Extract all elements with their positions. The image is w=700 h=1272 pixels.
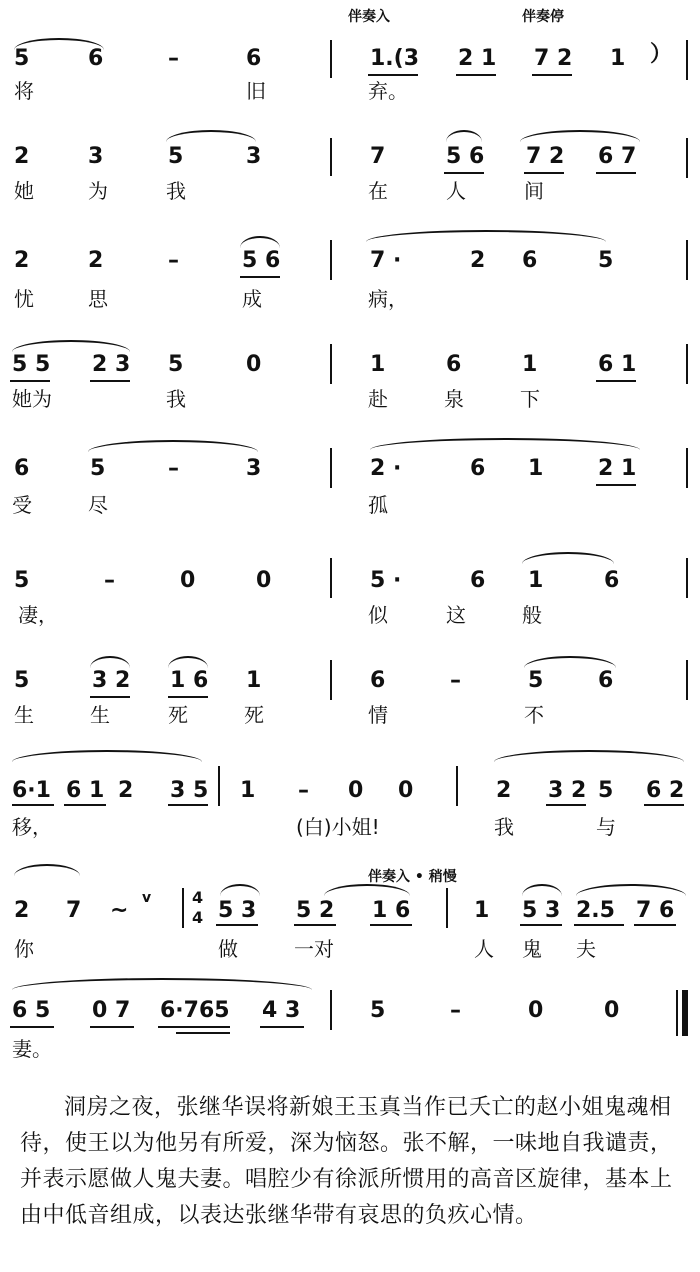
slur	[522, 552, 614, 564]
lyric: 孤	[368, 493, 388, 517]
note: 1.(3	[370, 46, 420, 71]
note: 5 ·	[370, 568, 402, 593]
note: 2.5	[576, 898, 615, 923]
slur	[240, 236, 280, 248]
note: 5	[598, 248, 614, 273]
slur	[324, 884, 410, 896]
lyric: 忧	[14, 287, 34, 311]
note: 5	[14, 568, 30, 593]
bar-line	[330, 138, 332, 176]
underline	[456, 74, 496, 76]
lyric: 生	[14, 703, 34, 727]
note: 5 5	[12, 352, 51, 377]
accompaniment-in-slower-label: 伴奏入 • 稍慢	[368, 869, 457, 885]
underline	[294, 924, 336, 926]
lyric: 在	[368, 179, 388, 203]
score-row-4	[0, 338, 700, 448]
bar-line	[330, 660, 332, 700]
slur	[522, 884, 562, 896]
underline	[12, 804, 54, 806]
lyric: 一对	[294, 937, 334, 961]
note: 0	[180, 568, 196, 593]
underline	[168, 696, 208, 698]
underline	[168, 804, 208, 806]
note: 0	[246, 352, 262, 377]
note: 5 6	[242, 248, 281, 273]
underline	[574, 924, 624, 926]
time-signature-top: 4	[192, 888, 204, 907]
note: 3 5	[170, 778, 209, 803]
note: 6·1	[12, 778, 51, 803]
slur	[494, 750, 684, 762]
bar-line	[330, 344, 332, 384]
score-row-2	[0, 128, 700, 238]
lyric: 旧	[246, 79, 266, 103]
note: 2	[470, 248, 486, 273]
lyric: 尽	[88, 493, 108, 517]
underline	[596, 172, 636, 174]
lyric: 间	[524, 179, 544, 203]
note: 2	[88, 248, 104, 273]
underline	[596, 484, 636, 486]
underline	[644, 804, 684, 806]
lyric: 思	[88, 287, 108, 311]
underline	[634, 924, 676, 926]
spoken-line: (白)小姐!	[296, 815, 380, 839]
underline	[368, 74, 418, 76]
underline	[10, 1026, 54, 1028]
slur	[88, 440, 258, 452]
note: 0	[256, 568, 272, 593]
note: 6	[246, 46, 262, 71]
note: 6 1	[598, 352, 637, 377]
note: 1	[474, 898, 490, 923]
note: 5 3	[522, 898, 561, 923]
lyric: 她为	[12, 387, 52, 411]
bar-line	[686, 40, 688, 80]
note: 5	[168, 352, 184, 377]
lyric: 弃。	[368, 79, 408, 103]
note: 1	[240, 778, 256, 803]
note: –	[104, 568, 115, 593]
underline	[216, 924, 258, 926]
lyric: 她	[14, 179, 34, 203]
slur	[576, 884, 686, 896]
lyric: 你	[14, 937, 34, 961]
lyric: 泉	[444, 387, 464, 411]
note: 5 2	[296, 898, 335, 923]
bar-line	[686, 558, 688, 598]
lyric: 夫	[576, 937, 596, 961]
lyric: 生	[90, 703, 110, 727]
lyric: 死	[168, 703, 188, 727]
note: 2	[14, 248, 30, 273]
note: 6	[370, 668, 386, 693]
lyric: 情	[368, 703, 388, 727]
bar-line	[330, 558, 332, 598]
underline	[90, 696, 130, 698]
note: 6	[522, 248, 538, 273]
note: 7	[66, 898, 82, 923]
underline	[90, 1026, 134, 1028]
note: 1	[246, 668, 262, 693]
score-row-9	[0, 858, 700, 968]
accompaniment-stop-label: 伴奏停	[522, 9, 564, 25]
bar-line	[686, 344, 688, 384]
note: 6 1	[66, 778, 105, 803]
note: 6	[14, 456, 30, 481]
bar-line	[330, 40, 332, 78]
lyric: 死	[244, 703, 264, 727]
underline	[596, 380, 636, 382]
note: 2 1	[598, 456, 637, 481]
note: 6 7	[598, 144, 637, 169]
slur	[370, 438, 640, 450]
slur	[168, 656, 208, 668]
underline	[64, 804, 106, 806]
underline	[176, 1032, 230, 1034]
accompaniment-in-label: 伴奏入	[348, 9, 390, 25]
bar-line	[686, 660, 688, 700]
note: 2	[118, 778, 134, 803]
lyric: 这	[446, 603, 466, 627]
score-row-1	[0, 30, 700, 140]
lyric: 移，	[12, 815, 52, 839]
note: 3 2	[548, 778, 587, 803]
note: 1 6	[170, 668, 209, 693]
underline	[532, 74, 572, 76]
note: 7	[370, 144, 386, 169]
score-row-6	[0, 548, 700, 658]
score-row-7	[0, 652, 700, 762]
note: 1	[528, 568, 544, 593]
note: 1	[610, 46, 626, 71]
note: 7 2	[526, 144, 565, 169]
note: 6·765	[160, 998, 230, 1023]
description-paragraph	[20, 1090, 680, 1234]
bar-line	[330, 448, 332, 488]
lyric: 凄，	[18, 603, 58, 627]
note: 0	[398, 778, 414, 803]
slur	[90, 656, 130, 668]
final-bar-thick	[682, 990, 688, 1036]
note: 2 3	[92, 352, 131, 377]
note: –	[168, 248, 179, 273]
slur	[12, 750, 202, 762]
note: 1 6	[372, 898, 411, 923]
note: 7 ·	[370, 248, 402, 273]
underline	[546, 804, 586, 806]
underline	[370, 924, 412, 926]
note: 5 3	[218, 898, 257, 923]
note: 5	[598, 778, 614, 803]
note: 0	[348, 778, 364, 803]
slur	[446, 130, 482, 142]
note: 6	[470, 456, 486, 481]
bar-line	[330, 240, 332, 280]
note: 6 5	[12, 998, 51, 1023]
bar-line	[456, 766, 458, 806]
note: –	[450, 668, 461, 693]
note: –	[168, 456, 179, 481]
bar-line	[182, 888, 184, 928]
note: 1	[528, 456, 544, 481]
note: 4 3	[262, 998, 301, 1023]
lyric: 病，	[368, 287, 408, 311]
note: 3	[246, 144, 262, 169]
final-bar-thin	[676, 990, 678, 1036]
note: 6	[598, 668, 614, 693]
lyric: 不	[524, 703, 544, 727]
bar-line	[330, 990, 332, 1030]
breath-mark: v	[142, 890, 152, 906]
note: 1	[370, 352, 386, 377]
note: ~	[110, 898, 129, 923]
underline	[260, 1026, 304, 1028]
bar-line	[218, 766, 220, 806]
note: 2	[14, 144, 30, 169]
score-row-3	[0, 232, 700, 342]
slur	[524, 656, 616, 668]
lyric: 般	[522, 603, 542, 627]
description-text: 洞房之夜，张继华误将新娘王玉真当作已夭亡的赵小姐鬼魂相待，使王以为他另有所爱，深为恼怒。张不解，一味地自我谴责，并表示愿做人鬼夫妻。唱腔少有徐派所惯用的高音区旋律，基本上由中低音组成，以表达张继华带有哀思的负疚心情。	[20, 1095, 673, 1228]
underline	[158, 1026, 230, 1028]
note: 5	[14, 46, 30, 71]
note: 5	[168, 144, 184, 169]
underline	[10, 380, 50, 382]
bar-line	[686, 448, 688, 488]
note: 2 1	[458, 46, 497, 71]
note: 2	[14, 898, 30, 923]
note: 5 6	[446, 144, 485, 169]
note: 5	[14, 668, 30, 693]
underline	[240, 276, 280, 278]
lyric: 赴	[368, 387, 388, 411]
lyric: 为	[88, 179, 108, 203]
note: –	[450, 998, 461, 1023]
lyric: 我	[494, 815, 514, 839]
note: 6 2	[646, 778, 685, 803]
score-row-10	[0, 972, 700, 1082]
underline	[524, 172, 564, 174]
note: 7 6	[636, 898, 675, 923]
note: 0 7	[92, 998, 131, 1023]
lyric: 受	[12, 493, 32, 517]
note: –	[168, 46, 179, 71]
note: 2 ·	[370, 456, 402, 481]
bar-line	[686, 138, 688, 178]
lyric: 我	[166, 387, 186, 411]
note: 6	[604, 568, 620, 593]
lyric: 妻。	[12, 1037, 52, 1061]
note: 6	[446, 352, 462, 377]
note: 6	[88, 46, 104, 71]
note: 3	[88, 144, 104, 169]
note: 5	[370, 998, 386, 1023]
note: ）	[650, 42, 673, 67]
note: 5	[90, 456, 106, 481]
note: 7 2	[534, 46, 573, 71]
time-signature-bottom: 4	[192, 908, 204, 927]
slur	[220, 884, 260, 896]
note: 3	[246, 456, 262, 481]
note: 6	[470, 568, 486, 593]
note: 1	[522, 352, 538, 377]
score-row-8	[0, 750, 700, 860]
underline	[444, 172, 484, 174]
slur	[12, 340, 130, 352]
lyric: 成	[242, 287, 262, 311]
lyric: 下	[520, 387, 540, 411]
lyric: 鬼	[522, 937, 542, 961]
bar-line	[446, 888, 448, 928]
lyric: 做	[218, 937, 238, 961]
slur	[14, 864, 80, 876]
note: 0	[528, 998, 544, 1023]
slur	[166, 130, 256, 142]
lyric: 似	[368, 603, 388, 627]
note: 0	[604, 998, 620, 1023]
slur	[12, 978, 312, 990]
lyric: 我	[166, 179, 186, 203]
slur	[366, 230, 606, 242]
note: –	[298, 778, 309, 803]
lyric: 与	[596, 815, 616, 839]
lyric: 将	[14, 79, 34, 103]
bar-line	[686, 240, 688, 280]
underline	[90, 380, 130, 382]
note: 2	[496, 778, 512, 803]
underline	[520, 924, 562, 926]
score-row-5	[0, 440, 700, 550]
slur	[520, 130, 640, 142]
note: 3 2	[92, 668, 131, 693]
note: 5	[528, 668, 544, 693]
lyric: 人	[446, 179, 466, 203]
lyric: 人	[474, 937, 494, 961]
